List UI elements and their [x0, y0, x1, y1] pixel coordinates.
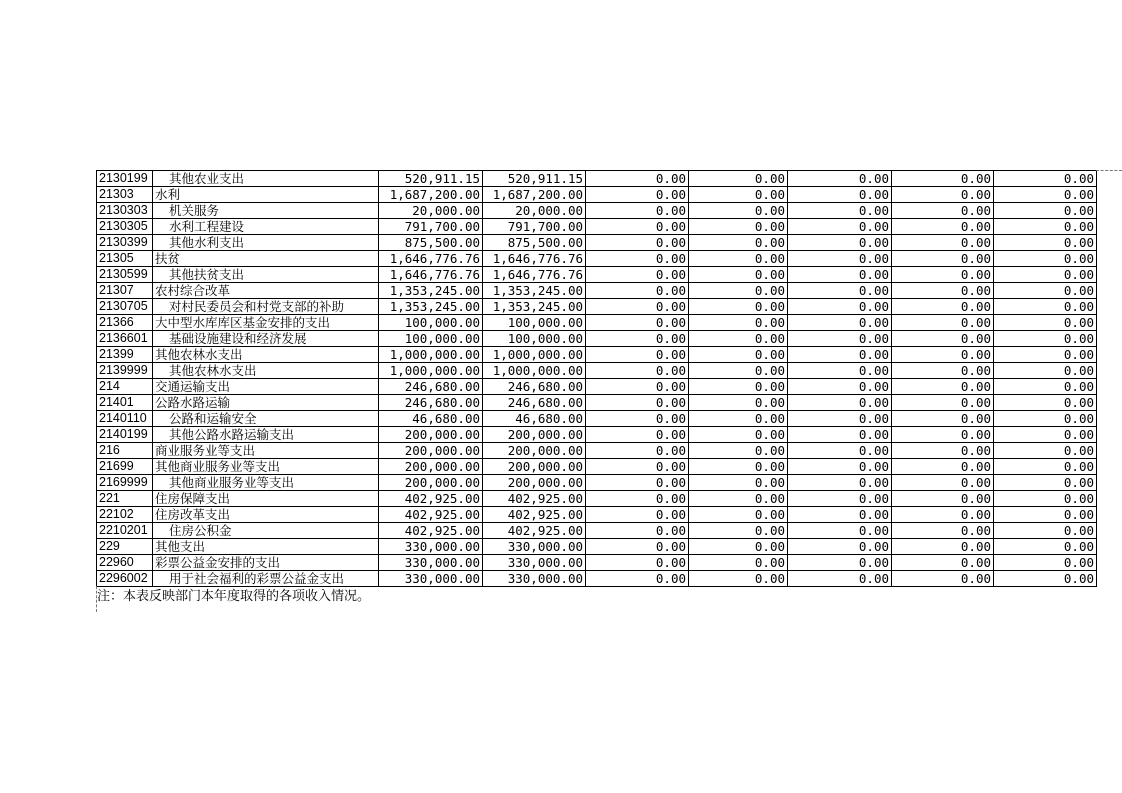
amount-cell: 246,680.00 — [483, 395, 586, 411]
amount-cell: 0.00 — [994, 523, 1097, 539]
amount-cell: 0.00 — [788, 171, 892, 187]
subject-name-cell: 住房公积金 — [153, 523, 379, 539]
amount-cell: 330,000.00 — [483, 555, 586, 571]
amount-cell: 0.00 — [586, 315, 689, 331]
amount-cell: 0.00 — [892, 459, 994, 475]
subject-code-cell: 22102 — [97, 507, 153, 523]
amount-cell: 0.00 — [994, 251, 1097, 267]
subject-name-cell: 交通运输支出 — [153, 379, 379, 395]
amount-cell: 0.00 — [689, 299, 788, 315]
amount-cell: 0.00 — [892, 283, 994, 299]
amount-cell: 0.00 — [586, 507, 689, 523]
amount-cell: 0.00 — [892, 395, 994, 411]
table-row — [97, 171, 1097, 187]
amount-cell: 100,000.00 — [379, 331, 483, 347]
amount-cell: 875,500.00 — [379, 235, 483, 251]
amount-cell: 0.00 — [892, 571, 994, 587]
amount-cell: 0.00 — [586, 251, 689, 267]
subject-name-cell: 对村民委员会和村党支部的补助 — [153, 299, 379, 315]
amount-cell: 0.00 — [788, 347, 892, 363]
amount-cell: 0.00 — [788, 555, 892, 571]
amount-cell: 200,000.00 — [483, 443, 586, 459]
subject-code-cell: 2130399 — [97, 235, 153, 251]
amount-cell: 1,353,245.00 — [379, 299, 483, 315]
amount-cell: 0.00 — [994, 299, 1097, 315]
amount-cell: 0.00 — [689, 187, 788, 203]
table-row — [97, 491, 1097, 507]
amount-cell: 200,000.00 — [379, 443, 483, 459]
subject-name-cell: 机关服务 — [153, 203, 379, 219]
subject-name-cell: 其他农业支出 — [153, 171, 379, 187]
amount-cell: 0.00 — [788, 539, 892, 555]
amount-cell: 0.00 — [892, 491, 994, 507]
table-row — [97, 507, 1097, 523]
amount-cell: 0.00 — [586, 379, 689, 395]
table-row — [97, 555, 1097, 571]
amount-cell: 246,680.00 — [379, 395, 483, 411]
amount-cell: 0.00 — [586, 491, 689, 507]
amount-cell: 0.00 — [994, 187, 1097, 203]
table-row — [97, 203, 1097, 219]
amount-cell: 330,000.00 — [483, 571, 586, 587]
amount-cell: 0.00 — [788, 459, 892, 475]
amount-cell: 0.00 — [892, 203, 994, 219]
amount-cell: 1,687,200.00 — [379, 187, 483, 203]
amount-cell: 402,925.00 — [379, 491, 483, 507]
amount-cell: 0.00 — [892, 411, 994, 427]
amount-cell: 0.00 — [892, 299, 994, 315]
amount-cell: 0.00 — [994, 443, 1097, 459]
amount-cell: 20,000.00 — [379, 203, 483, 219]
amount-cell: 0.00 — [788, 203, 892, 219]
amount-cell: 0.00 — [689, 379, 788, 395]
amount-cell: 520,911.15 — [379, 171, 483, 187]
subject-code-cell: 229 — [97, 539, 153, 555]
table-row — [97, 267, 1097, 283]
subject-name-cell: 住房改革支出 — [153, 507, 379, 523]
subject-code-cell: 216 — [97, 443, 153, 459]
subject-code-cell: 2130303 — [97, 203, 153, 219]
amount-cell: 402,925.00 — [483, 507, 586, 523]
amount-cell: 402,925.00 — [379, 507, 483, 523]
amount-cell: 0.00 — [788, 283, 892, 299]
amount-cell: 100,000.00 — [379, 315, 483, 331]
amount-cell: 0.00 — [586, 411, 689, 427]
amount-cell: 0.00 — [586, 267, 689, 283]
amount-cell: 0.00 — [689, 203, 788, 219]
amount-cell: 0.00 — [892, 187, 994, 203]
amount-cell: 330,000.00 — [379, 555, 483, 571]
amount-cell: 0.00 — [994, 539, 1097, 555]
amount-cell: 0.00 — [586, 283, 689, 299]
amount-cell: 0.00 — [689, 571, 788, 587]
subject-name-cell: 公路和运输安全 — [153, 411, 379, 427]
subject-name-cell: 其他商业服务业等支出 — [153, 459, 379, 475]
amount-cell: 0.00 — [689, 267, 788, 283]
amount-cell: 0.00 — [586, 443, 689, 459]
subject-name-cell: 彩票公益金安排的支出 — [153, 555, 379, 571]
amount-cell: 0.00 — [892, 555, 994, 571]
amount-cell: 0.00 — [586, 187, 689, 203]
subject-code-cell: 22960 — [97, 555, 153, 571]
amount-cell: 200,000.00 — [483, 427, 586, 443]
amount-cell: 1,687,200.00 — [483, 187, 586, 203]
amount-cell: 0.00 — [994, 315, 1097, 331]
amount-cell: 0.00 — [586, 219, 689, 235]
amount-cell: 330,000.00 — [379, 571, 483, 587]
page-break-guide — [1096, 170, 1122, 171]
subject-code-cell: 2140199 — [97, 427, 153, 443]
subject-code-cell: 21305 — [97, 251, 153, 267]
subject-name-cell: 扶贫 — [153, 251, 379, 267]
table-row — [97, 523, 1097, 539]
amount-cell: 0.00 — [586, 459, 689, 475]
amount-cell: 0.00 — [892, 539, 994, 555]
subject-name-cell: 基础设施建设和经济发展 — [153, 331, 379, 347]
amount-cell: 1,646,776.76 — [379, 251, 483, 267]
amount-cell: 0.00 — [892, 379, 994, 395]
amount-cell: 1,000,000.00 — [483, 347, 586, 363]
amount-cell: 0.00 — [689, 555, 788, 571]
amount-cell: 1,353,245.00 — [483, 283, 586, 299]
budget-table — [96, 170, 1097, 587]
amount-cell: 0.00 — [689, 395, 788, 411]
subject-code-cell: 214 — [97, 379, 153, 395]
amount-cell: 46,680.00 — [483, 411, 586, 427]
subject-code-cell: 2130199 — [97, 171, 153, 187]
subject-name-cell: 用于社会福利的彩票公益金支出 — [153, 571, 379, 587]
amount-cell: 200,000.00 — [379, 475, 483, 491]
table-body — [97, 171, 1097, 587]
subject-name-cell: 其他扶贫支出 — [153, 267, 379, 283]
amount-cell: 0.00 — [892, 363, 994, 379]
amount-cell: 0.00 — [788, 363, 892, 379]
subject-code-cell: 2130599 — [97, 267, 153, 283]
amount-cell: 0.00 — [586, 363, 689, 379]
amount-cell: 1,646,776.76 — [379, 267, 483, 283]
amount-cell: 0.00 — [788, 187, 892, 203]
amount-cell: 0.00 — [586, 523, 689, 539]
amount-cell: 1,000,000.00 — [483, 363, 586, 379]
amount-cell: 1,000,000.00 — [379, 347, 483, 363]
subject-name-cell: 大中型水库库区基金安排的支出 — [153, 315, 379, 331]
amount-cell: 0.00 — [892, 475, 994, 491]
subject-name-cell: 其他农林水支出 — [153, 363, 379, 379]
table-row — [97, 443, 1097, 459]
amount-cell: 0.00 — [892, 427, 994, 443]
amount-cell: 0.00 — [994, 347, 1097, 363]
amount-cell: 0.00 — [892, 315, 994, 331]
amount-cell: 0.00 — [689, 347, 788, 363]
amount-cell: 1,353,245.00 — [483, 299, 586, 315]
budget-sheet — [96, 170, 1097, 587]
table-row — [97, 427, 1097, 443]
amount-cell: 0.00 — [788, 475, 892, 491]
table-footnote: 注：本表反映部门本年度取得的各项收入情况。 — [97, 589, 371, 604]
amount-cell: 0.00 — [892, 443, 994, 459]
subject-name-cell: 农村综合改革 — [153, 283, 379, 299]
amount-cell: 0.00 — [788, 523, 892, 539]
amount-cell: 330,000.00 — [379, 539, 483, 555]
amount-cell: 0.00 — [892, 523, 994, 539]
amount-cell: 0.00 — [994, 283, 1097, 299]
amount-cell: 0.00 — [586, 203, 689, 219]
amount-cell: 0.00 — [788, 331, 892, 347]
table-row — [97, 475, 1097, 491]
subject-name-cell: 其他支出 — [153, 539, 379, 555]
table-row — [97, 235, 1097, 251]
subject-code-cell: 21307 — [97, 283, 153, 299]
amount-cell: 0.00 — [892, 331, 994, 347]
amount-cell: 520,911.15 — [483, 171, 586, 187]
amount-cell: 0.00 — [788, 299, 892, 315]
amount-cell: 0.00 — [586, 475, 689, 491]
amount-cell: 1,646,776.76 — [483, 267, 586, 283]
amount-cell: 0.00 — [892, 251, 994, 267]
amount-cell: 200,000.00 — [483, 459, 586, 475]
amount-cell: 0.00 — [689, 427, 788, 443]
table-row — [97, 395, 1097, 411]
subject-name-cell: 商业服务业等支出 — [153, 443, 379, 459]
amount-cell: 0.00 — [788, 427, 892, 443]
amount-cell: 0.00 — [788, 379, 892, 395]
amount-cell: 0.00 — [788, 395, 892, 411]
amount-cell: 402,925.00 — [483, 523, 586, 539]
amount-cell: 0.00 — [994, 203, 1097, 219]
subject-code-cell: 2169999 — [97, 475, 153, 491]
subject-code-cell: 21366 — [97, 315, 153, 331]
subject-code-cell: 2130705 — [97, 299, 153, 315]
amount-cell: 0.00 — [689, 443, 788, 459]
amount-cell: 0.00 — [689, 171, 788, 187]
amount-cell: 0.00 — [586, 171, 689, 187]
amount-cell: 0.00 — [892, 235, 994, 251]
subject-code-cell: 21401 — [97, 395, 153, 411]
amount-cell: 0.00 — [586, 331, 689, 347]
amount-cell: 791,700.00 — [379, 219, 483, 235]
amount-cell: 100,000.00 — [483, 331, 586, 347]
table-row — [97, 379, 1097, 395]
amount-cell: 875,500.00 — [483, 235, 586, 251]
amount-cell: 0.00 — [788, 443, 892, 459]
amount-cell: 0.00 — [689, 411, 788, 427]
amount-cell: 46,680.00 — [379, 411, 483, 427]
table-row — [97, 331, 1097, 347]
amount-cell: 0.00 — [788, 491, 892, 507]
subject-code-cell: 2130305 — [97, 219, 153, 235]
amount-cell: 402,925.00 — [483, 491, 586, 507]
subject-code-cell: 21303 — [97, 187, 153, 203]
amount-cell: 0.00 — [689, 475, 788, 491]
amount-cell: 0.00 — [689, 459, 788, 475]
subject-code-cell: 2296002 — [97, 571, 153, 587]
amount-cell: 0.00 — [689, 491, 788, 507]
amount-cell: 0.00 — [586, 395, 689, 411]
amount-cell: 0.00 — [994, 427, 1097, 443]
amount-cell: 0.00 — [994, 411, 1097, 427]
amount-cell: 1,000,000.00 — [379, 363, 483, 379]
amount-cell: 0.00 — [586, 347, 689, 363]
amount-cell: 0.00 — [586, 427, 689, 443]
table-row — [97, 283, 1097, 299]
table-row — [97, 347, 1097, 363]
subject-code-cell: 2140110 — [97, 411, 153, 427]
subject-code-cell: 21399 — [97, 347, 153, 363]
subject-name-cell: 水利工程建设 — [153, 219, 379, 235]
subject-name-cell: 其他农林水支出 — [153, 347, 379, 363]
amount-cell: 0.00 — [586, 235, 689, 251]
subject-code-cell: 2139999 — [97, 363, 153, 379]
amount-cell: 1,646,776.76 — [483, 251, 586, 267]
amount-cell: 1,353,245.00 — [379, 283, 483, 299]
amount-cell: 0.00 — [892, 507, 994, 523]
amount-cell: 0.00 — [994, 219, 1097, 235]
amount-cell: 0.00 — [689, 507, 788, 523]
subject-code-cell: 2136601 — [97, 331, 153, 347]
amount-cell: 0.00 — [689, 251, 788, 267]
amount-cell: 330,000.00 — [483, 539, 586, 555]
amount-cell: 0.00 — [892, 219, 994, 235]
amount-cell: 200,000.00 — [379, 427, 483, 443]
table-row — [97, 219, 1097, 235]
amount-cell: 0.00 — [689, 235, 788, 251]
amount-cell: 0.00 — [994, 379, 1097, 395]
table-row — [97, 251, 1097, 267]
amount-cell: 0.00 — [892, 267, 994, 283]
amount-cell: 0.00 — [788, 219, 892, 235]
amount-cell: 402,925.00 — [379, 523, 483, 539]
amount-cell: 0.00 — [994, 171, 1097, 187]
amount-cell: 0.00 — [994, 363, 1097, 379]
amount-cell: 0.00 — [788, 571, 892, 587]
amount-cell: 791,700.00 — [483, 219, 586, 235]
subject-name-cell: 水利 — [153, 187, 379, 203]
subject-name-cell: 公路水路运输 — [153, 395, 379, 411]
subject-name-cell: 其他公路水路运输支出 — [153, 427, 379, 443]
amount-cell: 0.00 — [788, 315, 892, 331]
table-row — [97, 299, 1097, 315]
table-row — [97, 459, 1097, 475]
table-row — [97, 539, 1097, 555]
amount-cell: 0.00 — [994, 395, 1097, 411]
amount-cell: 0.00 — [788, 251, 892, 267]
subject-name-cell: 其他商业服务业等支出 — [153, 475, 379, 491]
amount-cell: 0.00 — [892, 171, 994, 187]
amount-cell: 0.00 — [994, 235, 1097, 251]
amount-cell: 100,000.00 — [483, 315, 586, 331]
table-row — [97, 315, 1097, 331]
amount-cell: 0.00 — [788, 411, 892, 427]
amount-cell: 0.00 — [788, 267, 892, 283]
amount-cell: 0.00 — [689, 539, 788, 555]
amount-cell: 200,000.00 — [483, 475, 586, 491]
subject-code-cell: 21699 — [97, 459, 153, 475]
amount-cell: 0.00 — [689, 363, 788, 379]
table-row — [97, 187, 1097, 203]
amount-cell: 200,000.00 — [379, 459, 483, 475]
amount-cell: 0.00 — [994, 571, 1097, 587]
table-row — [97, 363, 1097, 379]
amount-cell: 20,000.00 — [483, 203, 586, 219]
amount-cell: 0.00 — [788, 507, 892, 523]
amount-cell: 0.00 — [994, 331, 1097, 347]
table-row — [97, 411, 1097, 427]
amount-cell: 246,680.00 — [483, 379, 586, 395]
amount-cell: 0.00 — [586, 571, 689, 587]
amount-cell: 0.00 — [586, 539, 689, 555]
amount-cell: 0.00 — [689, 523, 788, 539]
amount-cell: 0.00 — [994, 555, 1097, 571]
amount-cell: 0.00 — [586, 555, 689, 571]
amount-cell: 0.00 — [994, 491, 1097, 507]
subject-name-cell: 住房保障支出 — [153, 491, 379, 507]
amount-cell: 0.00 — [994, 475, 1097, 491]
amount-cell: 0.00 — [994, 507, 1097, 523]
amount-cell: 0.00 — [689, 315, 788, 331]
subject-name-cell: 其他水利支出 — [153, 235, 379, 251]
amount-cell: 0.00 — [892, 347, 994, 363]
amount-cell: 0.00 — [689, 219, 788, 235]
subject-code-cell: 2210201 — [97, 523, 153, 539]
amount-cell: 0.00 — [788, 235, 892, 251]
amount-cell: 0.00 — [689, 283, 788, 299]
amount-cell: 0.00 — [994, 267, 1097, 283]
subject-code-cell: 221 — [97, 491, 153, 507]
amount-cell: 0.00 — [586, 299, 689, 315]
amount-cell: 0.00 — [689, 331, 788, 347]
amount-cell: 0.00 — [994, 459, 1097, 475]
amount-cell: 246,680.00 — [379, 379, 483, 395]
